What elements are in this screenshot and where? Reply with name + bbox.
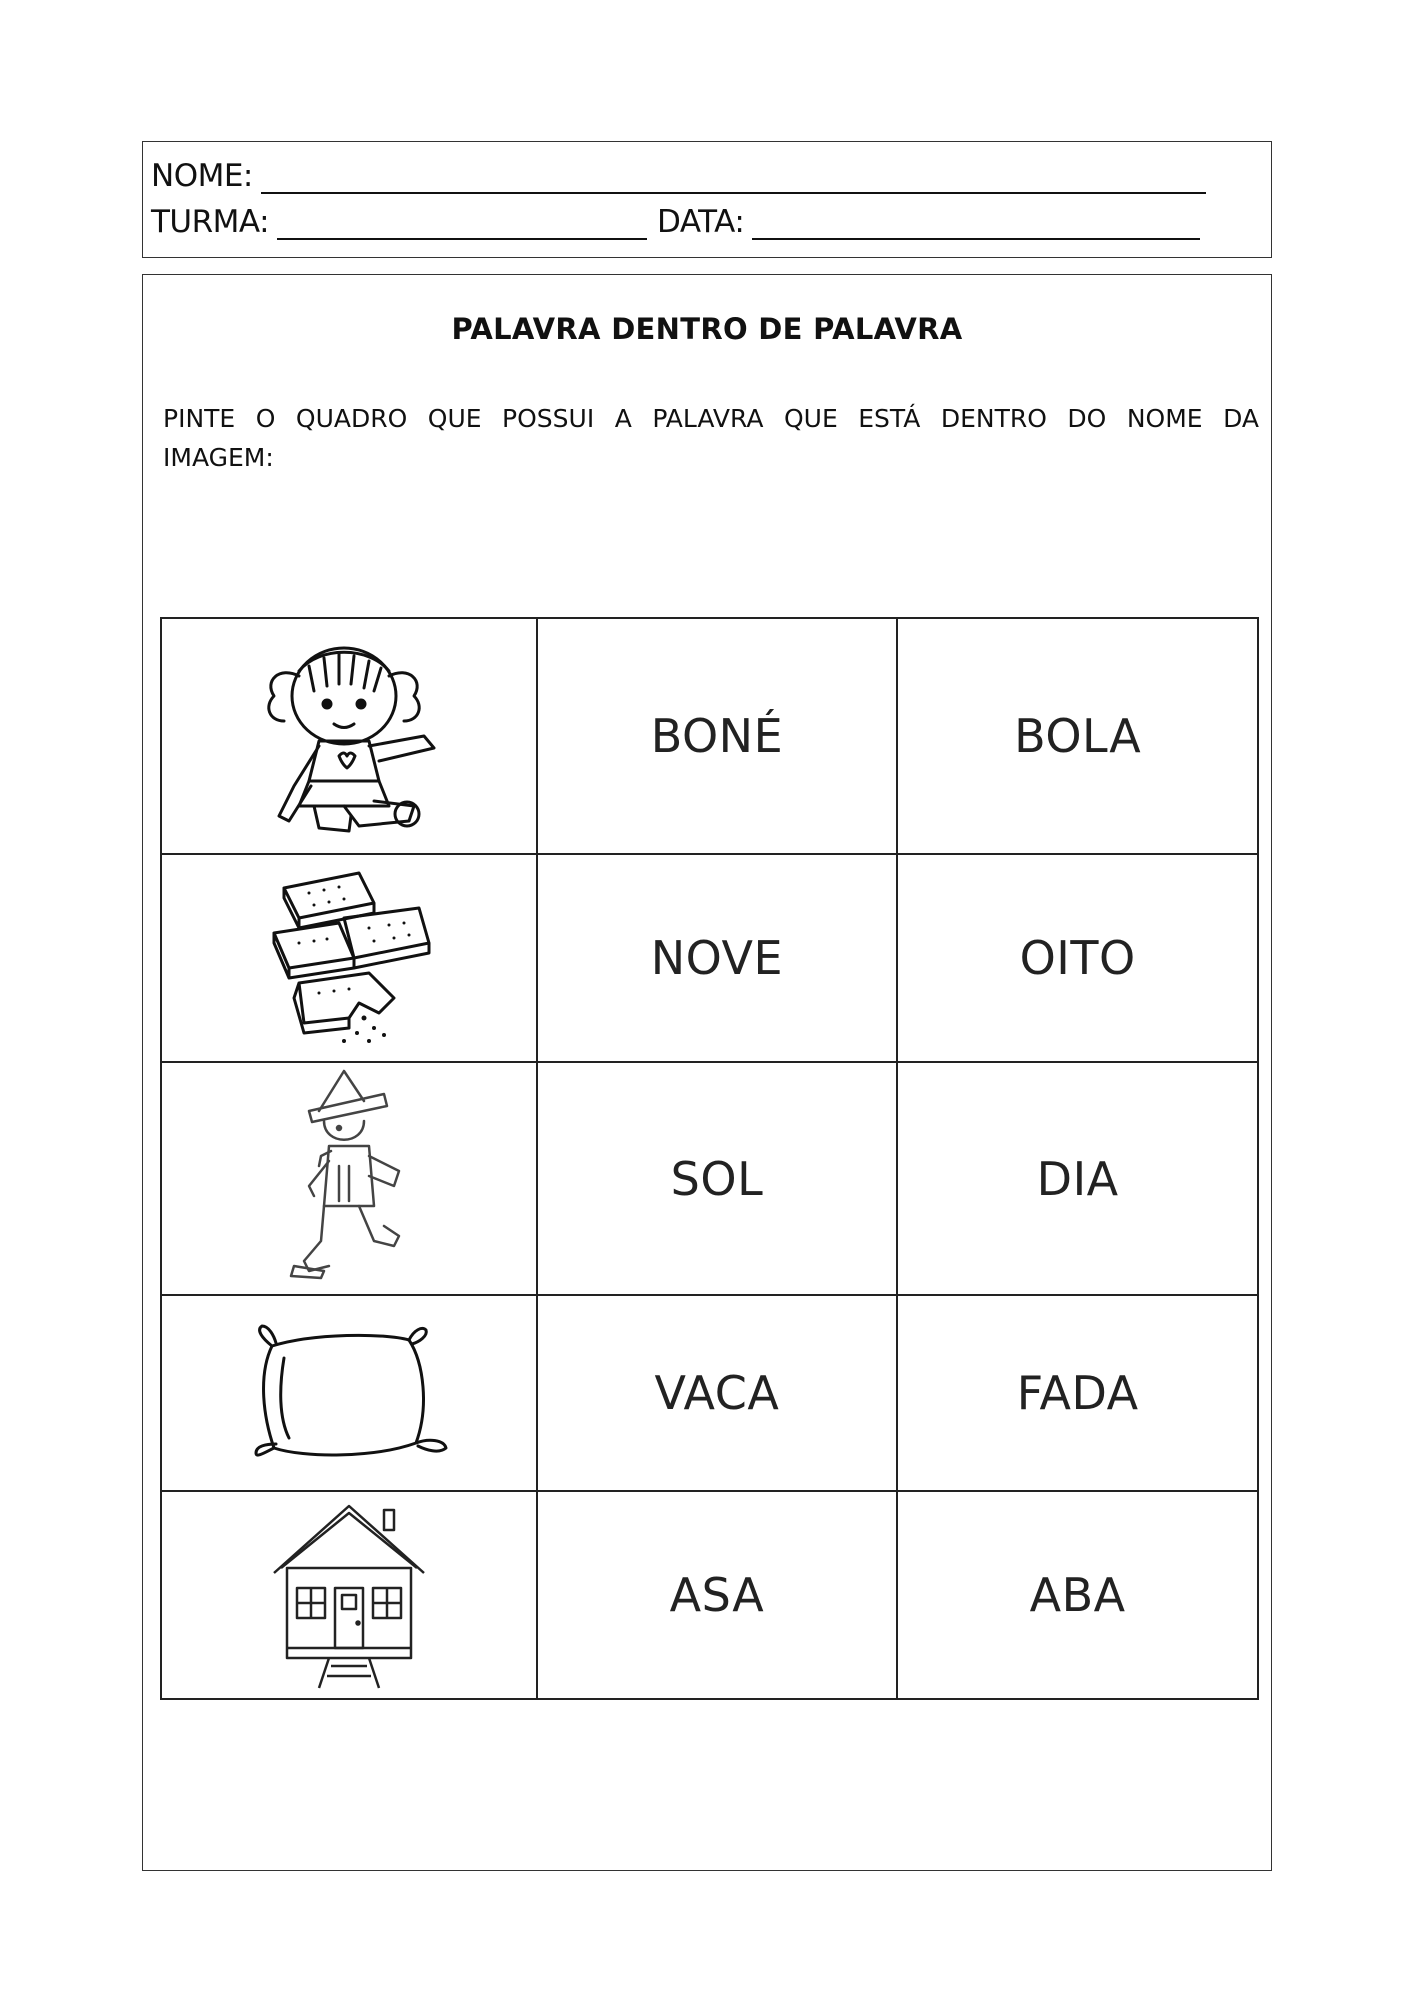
name-field[interactable] <box>261 162 1206 194</box>
date-field[interactable] <box>752 208 1200 240</box>
option-cell[interactable] <box>537 854 898 1062</box>
name-line <box>151 158 1206 194</box>
word-table <box>160 617 1259 1700</box>
option-word: BONÉ <box>650 709 784 763</box>
option-cell[interactable] <box>537 1295 898 1491</box>
worksheet-title: PALAVRA DENTRO DE PALAVRA <box>451 312 963 346</box>
option-cell[interactable] <box>897 1491 1258 1699</box>
table-row <box>161 618 1258 854</box>
option-cell[interactable] <box>537 1491 898 1699</box>
toy-soldier-icon <box>249 1066 449 1291</box>
instruction-line-2: IMAGEM: <box>163 443 274 472</box>
picture-cell <box>161 618 537 854</box>
option-word: VACA <box>654 1366 780 1420</box>
option-word: SOL <box>670 1151 764 1206</box>
class-label: TURMA: <box>151 204 270 240</box>
table-row <box>161 1062 1258 1295</box>
picture-cell <box>161 854 537 1062</box>
option-cell[interactable] <box>537 1062 898 1295</box>
option-cell[interactable] <box>897 854 1258 1062</box>
option-cell[interactable] <box>897 618 1258 854</box>
option-cell[interactable] <box>537 618 898 854</box>
picture-cell <box>161 1491 537 1699</box>
picture-cell <box>161 1295 537 1491</box>
instruction-line-1: PINTE O QUADRO QUE POSSUI A PALAVRA QUE ESTÁ DENTRO DO NOME DA <box>163 404 1259 433</box>
instruction-text <box>163 399 1259 477</box>
option-word: BOLA <box>1014 709 1142 763</box>
option-word: NOVE <box>650 931 784 985</box>
class-date-line <box>151 204 1200 240</box>
crackers-icon <box>239 863 459 1053</box>
class-field[interactable] <box>277 208 647 240</box>
worksheet-box <box>142 274 1272 1871</box>
doll-icon <box>239 636 459 836</box>
option-cell[interactable] <box>897 1062 1258 1295</box>
house-icon <box>249 1498 449 1693</box>
option-word: ABA <box>1029 1568 1126 1622</box>
pillow-icon <box>234 1318 464 1468</box>
table-row <box>161 1491 1258 1699</box>
option-word: OITO <box>1019 931 1136 985</box>
option-word: ASA <box>669 1568 765 1622</box>
option-word: FADA <box>1016 1366 1139 1420</box>
option-word: DIA <box>1036 1151 1119 1206</box>
table-row <box>161 1295 1258 1491</box>
student-info-box <box>142 141 1272 258</box>
option-cell[interactable] <box>897 1295 1258 1491</box>
date-label: DATA: <box>657 204 745 240</box>
name-label: NOME: <box>151 158 253 194</box>
picture-cell <box>161 1062 537 1295</box>
table-row <box>161 854 1258 1062</box>
